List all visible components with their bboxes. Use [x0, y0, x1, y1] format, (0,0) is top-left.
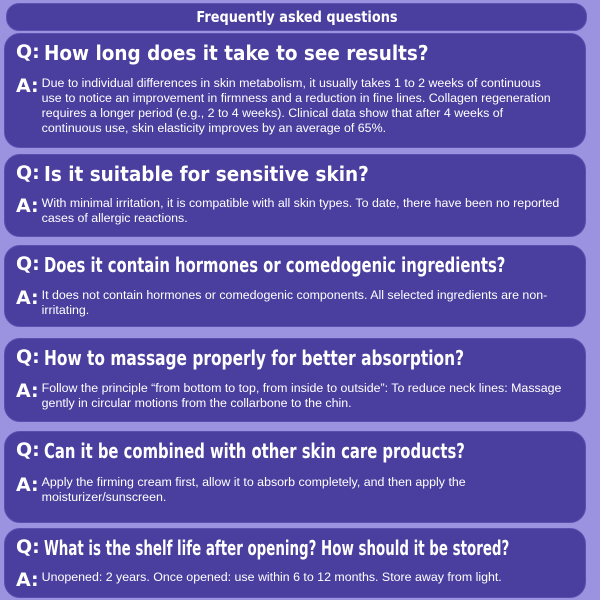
- faq-question: What is the shelf life after opening? How should it be stored?: [43, 536, 510, 560]
- faq-question-row: [16, 40, 462, 66]
- question-mark-label: Q:: [16, 346, 40, 368]
- faq-card: [4, 245, 586, 327]
- faq-question: How long does it take to see results?: [43, 41, 429, 65]
- question-mark-label: Q:: [16, 41, 40, 63]
- faq-answer: Unopened: 2 years. Once opened: use within 6 to 12 months. Store away from light.: [41, 570, 502, 584]
- faq-answer-row: [16, 195, 562, 226]
- faq-question-row: [16, 438, 600, 464]
- faq-answer-row: [16, 380, 562, 411]
- faq-card: [4, 338, 586, 422]
- faq-card: [4, 431, 586, 523]
- faq-answer-row: [16, 287, 562, 318]
- faq-card: [4, 154, 586, 237]
- answer-mark-label: A:: [16, 569, 39, 591]
- answer-mark-label: A:: [16, 75, 39, 97]
- faq-question: How to massage properly for better absorption?: [43, 346, 464, 370]
- faq-question: Can it be combined with other skin care products?: [43, 439, 465, 463]
- faq-answer: Apply the firming cream first, allow it to absorb completely, and then apply the moisturizer/sunscreen.: [41, 475, 466, 504]
- faq-answer: It does not contain hormones or comedogenic components. All selected ingredients are non-irritating.: [41, 288, 548, 317]
- faq-card: [4, 528, 586, 598]
- faq-question-row: [16, 535, 600, 561]
- answer-mark-label: A:: [16, 380, 39, 402]
- faq-question: Does it contain hormones or comedogenic ingredients?: [43, 253, 506, 277]
- faq-question-row: [16, 345, 589, 371]
- answer-mark-label: A:: [16, 195, 39, 217]
- question-mark-label: Q:: [16, 253, 40, 275]
- faq-answer: Follow the principle “from bottom to top, from inside to outside”: To reduce neck lines: Massage gently in circular motions from the collarbone to the chin.: [41, 381, 562, 410]
- faq-question-row: [16, 252, 600, 278]
- faq-answer: With minimal irritation, it is compatible with all skin types. To date, there have been no reported cases of allergic reactions.: [41, 196, 560, 225]
- faq-header: [6, 3, 587, 31]
- faq-question-row: [16, 161, 397, 187]
- question-mark-label: Q:: [16, 439, 40, 461]
- faq-answer: Due to individual differences in skin metabolism, it usually takes 1 to 2 weeks of continuous use to notice an improvement in firmness and a reduction in fine lines. Collagen regeneration requires a longer period (e.g., 2 to 4 weeks). Clinical data show that after 4 weeks of continuous use, skin elasticity improves by an average of 65%.: [41, 76, 551, 135]
- answer-mark-label: A:: [16, 287, 39, 309]
- faq-question: Is it suitable for sensitive skin?: [43, 162, 369, 186]
- question-mark-label: Q:: [16, 162, 40, 184]
- question-mark-label: Q:: [16, 536, 40, 558]
- faq-answer-row: [16, 75, 562, 136]
- faq-header-title: Frequently asked questions: [195, 8, 398, 26]
- faq-answer-row: [16, 569, 562, 591]
- answer-mark-label: A:: [16, 474, 39, 496]
- faq-card: [4, 33, 586, 148]
- faq-answer-row: [16, 474, 562, 505]
